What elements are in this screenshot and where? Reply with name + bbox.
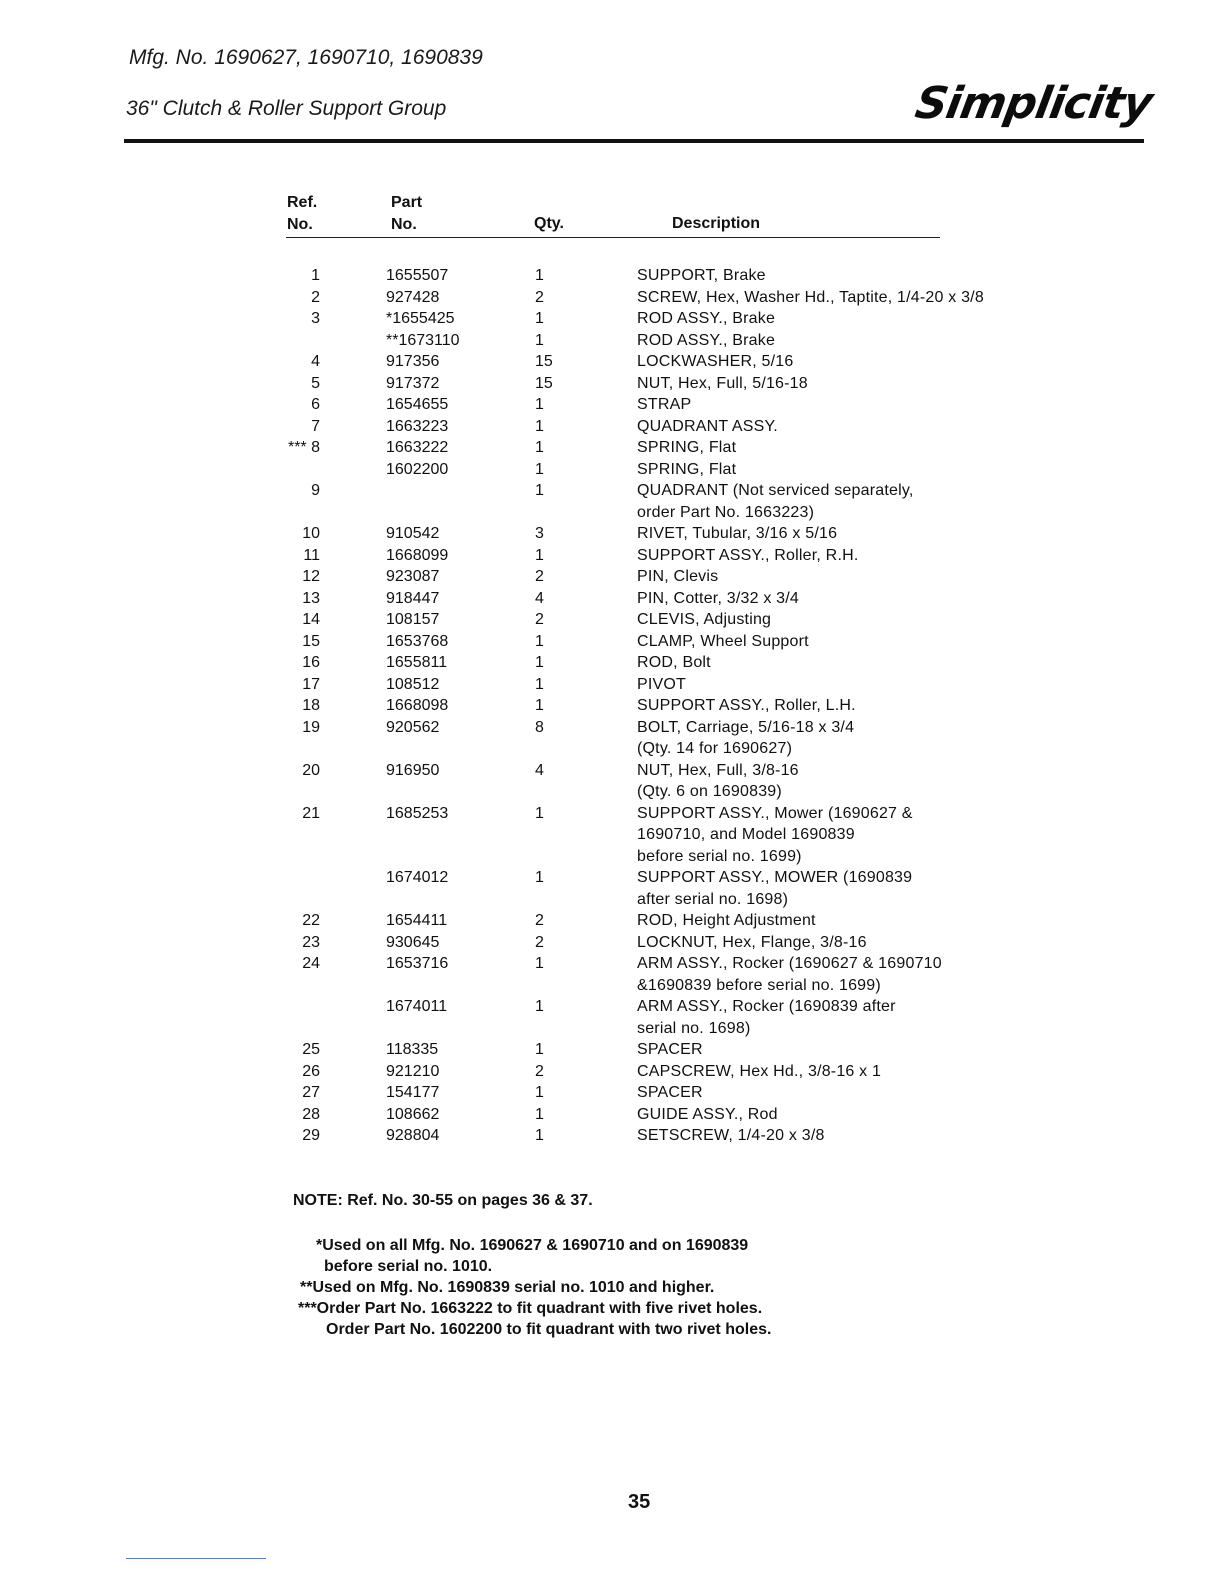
footnote-single-line2: before serial no. 1010.	[324, 1258, 493, 1275]
part-number-cell: 923087	[386, 568, 440, 585]
table-row	[0, 1061, 1224, 1083]
part-number-cell: 928804	[386, 1127, 440, 1144]
qty-cell: 1	[535, 654, 544, 671]
part-number-cell: 1654411	[386, 912, 448, 929]
ref-cell: 13	[302, 589, 320, 607]
qty-cell: 2	[535, 611, 544, 628]
table-row	[0, 824, 1224, 846]
qty-cell: 2	[535, 933, 544, 951]
ref-cell: 3	[311, 310, 320, 327]
part-number-cell: 917372	[386, 374, 440, 392]
table-row	[0, 867, 1224, 889]
table-row	[0, 588, 1224, 610]
part-number-cell: 154177	[386, 1084, 440, 1101]
part-number-cell: 108157	[386, 611, 440, 628]
table-row	[0, 1125, 1224, 1147]
part-number-cell: 1655507	[386, 267, 449, 284]
ref-cell: 16	[302, 654, 320, 671]
table-row	[0, 394, 1224, 416]
description-cell: SCREW, Hex, Washer Hd., Taptite, 1/4-20 x 3/8	[637, 288, 984, 306]
table-row	[0, 437, 1224, 459]
ref-cell: 5	[311, 374, 320, 392]
part-number-cell: 1653768	[386, 632, 449, 650]
qty-cell: 1	[535, 804, 544, 822]
table-row	[0, 631, 1224, 653]
description-cell: ROD ASSY., Brake	[637, 310, 776, 327]
part-number-cell: 1668098	[386, 697, 449, 714]
ref-cell: 18	[302, 697, 320, 714]
table-row	[0, 760, 1224, 782]
footnote-double: **Used on Mfg. No. 1690839 serial no. 1010 and higher.	[300, 1279, 715, 1296]
description-cell: ROD, Bolt	[637, 654, 711, 671]
ref-cell: 2	[311, 288, 320, 306]
table-row	[0, 459, 1224, 481]
bottom-link-line	[126, 1558, 266, 1559]
qty-cell: 1	[535, 955, 544, 972]
simplicity-logo: Simplicity	[911, 78, 1156, 129]
qty-cell: 1	[535, 331, 544, 349]
qty-cell: 4	[535, 761, 544, 779]
table-row	[0, 351, 1224, 373]
table-row	[0, 910, 1224, 932]
ref-cell: 22	[302, 912, 320, 929]
qty-cell: 1	[535, 396, 544, 413]
description-cell: serial no. 1698)	[637, 1019, 751, 1037]
part-number-cell: 918447	[386, 589, 440, 607]
table-row	[0, 502, 1224, 524]
description-cell: CLEVIS, Adjusting	[637, 611, 772, 628]
ref-cell: 28	[302, 1105, 320, 1123]
description-cell: 1690710, and Model 1690839	[637, 826, 855, 843]
part-number-cell: 108662	[386, 1105, 440, 1123]
description-cell: QUADRANT (Not serviced separately,	[637, 482, 914, 499]
part-number-cell: 917356	[386, 353, 440, 370]
description-cell: NUT, Hex, Full, 5/16-18	[637, 374, 808, 392]
ref-cell: 25	[302, 1041, 320, 1058]
part-number-cell: 1674011	[386, 998, 448, 1015]
qty-cell: 1	[535, 460, 544, 478]
ref-cell: 11	[303, 546, 320, 564]
table-row	[0, 738, 1224, 760]
description-cell: SPACER	[637, 1041, 703, 1058]
description-cell: RIVET, Tubular, 3/16 x 5/16	[637, 525, 838, 542]
description-cell: ROD, Height Adjustment	[637, 912, 816, 929]
ref-cell: 1	[311, 267, 320, 284]
table-row	[0, 932, 1224, 954]
part-number-cell: 930645	[386, 933, 440, 951]
col-head-ref-line1: Ref.	[287, 194, 318, 211]
col-head-ref-line2: No.	[287, 216, 313, 233]
description-cell: SUPPORT, Brake	[637, 267, 766, 284]
qty-cell: 1	[535, 869, 544, 886]
description-cell: CLAMP, Wheel Support	[637, 632, 809, 650]
ref-cell: *** 8	[287, 439, 320, 456]
table-row	[0, 1104, 1224, 1126]
part-number-cell: 1654655	[386, 396, 449, 413]
table-row	[0, 566, 1224, 588]
description-cell: order Part No. 1663223)	[637, 503, 815, 521]
qty-cell: 1	[535, 310, 544, 327]
description-cell: NUT, Hex, Full, 3/8-16	[637, 761, 799, 779]
col-head-part	[391, 192, 422, 236]
description-cell: SUPPORT ASSY., Roller, L.H.	[637, 697, 856, 714]
qty-cell: 2	[535, 288, 544, 306]
table-row	[0, 803, 1224, 825]
qty-cell: 1	[535, 417, 544, 435]
footnote-single	[316, 1235, 748, 1277]
ref-cell: 17	[302, 675, 320, 693]
part-number-cell: 1663222	[386, 439, 449, 456]
qty-cell: 1	[535, 632, 544, 650]
ref-cell: 7	[311, 417, 320, 435]
ref-cell: 6	[311, 396, 320, 413]
description-cell: ROD ASSY., Brake	[637, 331, 776, 349]
mfg-number: Mfg. No. 1690627, 1690710, 1690839	[129, 46, 483, 69]
description-cell: after serial no. 1698)	[637, 890, 789, 908]
qty-cell: 3	[535, 525, 544, 542]
part-number-cell: 910542	[386, 525, 440, 542]
table-row	[0, 523, 1224, 545]
qty-cell: 1	[535, 1084, 544, 1101]
ref-cell: 15	[302, 632, 320, 650]
table-row	[0, 717, 1224, 739]
footnote-triple	[298, 1298, 771, 1340]
col-head-qty: Qty.	[534, 215, 564, 232]
description-cell: (Qty. 14 for 1690627)	[637, 740, 793, 757]
qty-cell: 15	[535, 374, 553, 392]
ref-cell: 4	[311, 353, 320, 370]
qty-cell: 2	[535, 568, 544, 585]
description-cell: (Qty. 6 on 1690839)	[637, 783, 782, 800]
qty-cell: 2	[535, 912, 544, 929]
description-cell: LOCKNUT, Hex, Flange, 3/8-16	[637, 933, 867, 951]
part-number-cell: 1674012	[386, 869, 449, 886]
ref-cell: 27	[302, 1084, 320, 1101]
description-cell: SUPPORT ASSY., Mower (1690627 &	[637, 804, 913, 822]
qty-cell: 1	[535, 697, 544, 714]
description-cell: SPRING, Flat	[637, 439, 737, 456]
part-number-cell: 1668099	[386, 546, 449, 564]
ref-cell: 29	[302, 1127, 320, 1144]
qty-cell: 4	[535, 589, 544, 607]
qty-cell: 1	[535, 482, 544, 499]
ref-cell: 14	[302, 611, 320, 628]
table-row	[0, 889, 1224, 911]
table-row	[0, 373, 1224, 395]
description-cell: SUPPORT ASSY., MOWER (1690839	[637, 869, 913, 886]
qty-cell: 1	[535, 267, 544, 284]
qty-cell: 8	[535, 718, 544, 736]
description-cell: ARM ASSY., Rocker (1690627 & 1690710	[637, 955, 942, 972]
table-row	[0, 1039, 1224, 1061]
description-cell: LOCKWASHER, 5/16	[637, 353, 794, 370]
description-cell: before serial no. 1699)	[637, 847, 802, 865]
table-row	[0, 545, 1224, 567]
part-number-cell: 1653716	[386, 955, 449, 972]
table-head-rule	[286, 237, 940, 238]
description-cell: SPRING, Flat	[637, 460, 737, 478]
table-row	[0, 975, 1224, 997]
part-number-cell: 1685253	[386, 804, 449, 822]
qty-cell: 15	[535, 353, 553, 370]
ref-cell: 20	[302, 761, 320, 779]
table-row	[0, 287, 1224, 309]
table-row	[0, 330, 1224, 352]
qty-cell: 1	[535, 439, 544, 456]
col-head-part-line2: No.	[391, 216, 417, 233]
table-row	[0, 996, 1224, 1018]
description-cell: ARM ASSY., Rocker (1690839 after	[637, 998, 896, 1015]
footnote-triple-line1: ***Order Part No. 1663222 to fit quadrant with five rivet holes.	[298, 1300, 763, 1317]
ref-cell: 19	[302, 718, 320, 736]
part-number-cell: 920562	[386, 718, 440, 736]
description-cell: SPACER	[637, 1084, 703, 1101]
qty-cell: 1	[535, 1105, 544, 1123]
part-number-cell: 1655811	[386, 654, 448, 671]
part-number-cell: 1663223	[386, 417, 449, 435]
description-cell: PIN, Clevis	[637, 568, 719, 585]
part-number-cell: 1602200	[386, 460, 449, 478]
table-row	[0, 652, 1224, 674]
page-number: 35	[628, 1491, 651, 1513]
qty-cell: 1	[535, 1127, 544, 1144]
description-cell: BOLT, Carriage, 5/16-18 x 3/4	[637, 718, 855, 736]
part-number-cell: 927428	[386, 288, 440, 306]
description-cell: GUIDE ASSY., Rod	[637, 1105, 778, 1123]
group-title: 36" Clutch & Roller Support Group	[126, 97, 447, 120]
qty-cell: 1	[535, 1041, 544, 1058]
ref-cell: 9	[311, 482, 320, 499]
table-row	[0, 674, 1224, 696]
footnote-single-line1: *Used on all Mfg. No. 1690627 & 1690710 and on 1690839	[316, 1237, 749, 1254]
qty-cell: 1	[535, 998, 544, 1015]
part-number-cell: 921210	[386, 1062, 440, 1080]
table-row	[0, 1018, 1224, 1040]
qty-cell: 2	[535, 1062, 544, 1080]
header-rule	[124, 139, 1144, 143]
qty-cell: 1	[535, 675, 544, 693]
ref-cell: 10	[302, 525, 320, 542]
qty-cell: 1	[535, 546, 544, 564]
part-number-cell: 108512	[386, 675, 440, 693]
col-head-ref	[287, 192, 317, 236]
part-number-cell: *1655425	[386, 310, 455, 327]
part-number-cell: 916950	[386, 761, 440, 779]
table-row	[0, 846, 1224, 868]
table-row	[0, 695, 1224, 717]
table-row	[0, 416, 1224, 438]
ref-cell: 21	[302, 804, 320, 822]
description-cell: SETSCREW, 1/4-20 x 3/8	[637, 1127, 825, 1144]
ref-cell: 23	[302, 933, 320, 951]
description-cell: CAPSCREW, Hex Hd., 3/8-16 x 1	[637, 1062, 882, 1080]
description-cell: &1690839 before serial no. 1699)	[637, 976, 881, 994]
description-cell: QUADRANT ASSY.	[637, 417, 778, 435]
part-number-cell: 118335	[386, 1041, 439, 1058]
ref-cell: 26	[302, 1062, 320, 1080]
table-row	[0, 609, 1224, 631]
ref-cell: 24	[302, 955, 320, 972]
table-row	[0, 781, 1224, 803]
table-row	[0, 953, 1224, 975]
part-number-cell: **1673110	[386, 331, 460, 349]
footnote-triple-line2: Order Part No. 1602200 to fit quadrant with two rivet holes.	[326, 1321, 772, 1338]
description-cell: SUPPORT ASSY., Roller, R.H.	[637, 546, 859, 564]
description-cell: STRAP	[637, 396, 692, 413]
col-head-desc: Description	[672, 215, 761, 232]
col-head-part-line1: Part	[391, 194, 423, 211]
parts-table	[0, 265, 1224, 1147]
table-row	[0, 480, 1224, 502]
note: NOTE: Ref. No. 30-55 on pages 36 & 37.	[293, 1192, 593, 1209]
table-row	[0, 265, 1224, 287]
ref-cell: 12	[302, 568, 320, 585]
description-cell: PIN, Cotter, 3/32 x 3/4	[637, 589, 800, 607]
table-row	[0, 308, 1224, 330]
description-cell: PIVOT	[637, 675, 687, 693]
table-row	[0, 1082, 1224, 1104]
